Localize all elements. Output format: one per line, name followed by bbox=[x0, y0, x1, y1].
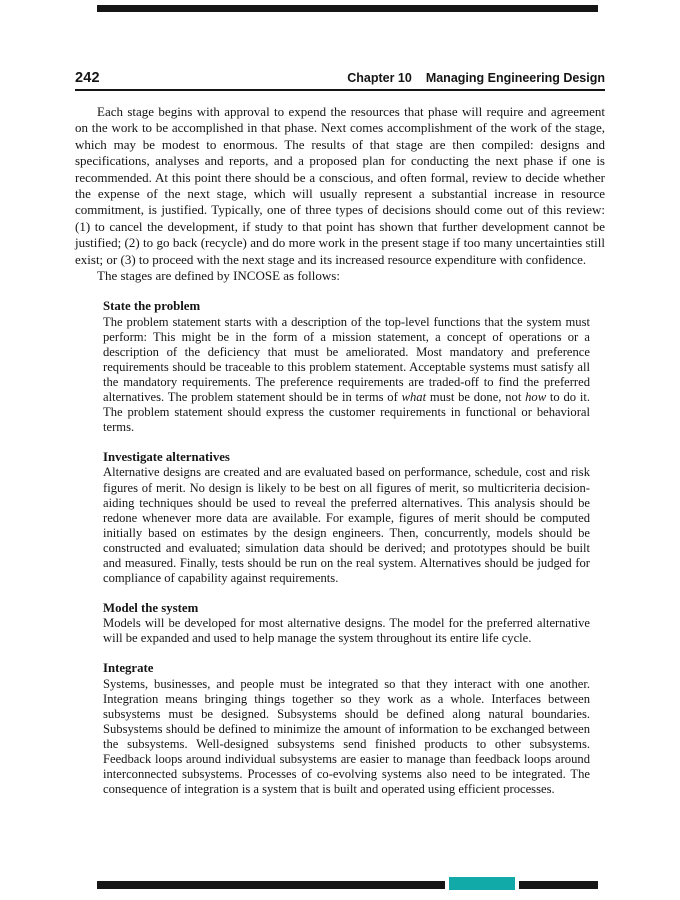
scan-artifact-bottom-bar bbox=[97, 881, 445, 889]
paragraph-stage-approval: Each stage begins with approval to expend the resources that phase will require and agreement on the work to be accomplished in that phase. Next comes accomplishment of the work of the stage, which may be modest to enormous. The results of that stage are then compiled: designs and specifications, analyses and reports, and a proposed plan for conducting the next phase if one is recommended. At this point there should be a conscious, and often formal, review to decide whether the expense of the next stage, which will usually represent a substantial increase in resource commitment, is justified. Typically, one of three types of decisions should come out of this review: (1) to cancel the development, if study to that point has shown that further development cannot be justified; (2) to go back (recycle) and do more work in the present stage if too many uncertainties still exist; or (3) to proceed with the next stage and its increased resource expenditure with confidence. bbox=[75, 104, 605, 267]
section-heading: Integrate bbox=[103, 661, 154, 676]
page-number: 242 bbox=[75, 70, 100, 86]
chapter-title: Managing Engineering Design bbox=[425, 71, 605, 85]
section-integrate bbox=[103, 661, 590, 797]
section-investigate-alternatives bbox=[103, 450, 590, 586]
paragraph-incose-intro: The stages are defined by INCOSE as follows: bbox=[97, 268, 340, 284]
body-text bbox=[75, 104, 605, 797]
section-body: Alternative designs are created and are evaluated based on performance, schedule, cost and risk figures of merit. No design is likely to be best on all figures of merit, so multicriteria decision-aiding techniques should be used to reveal the preferred alternatives. This analysis should be redone whenever more data are available. For example, figures of merit should be computed initially based on estimates by the design engineers. Then, concurrently, models should be constructed and evaluated; simulation data should be derived; and prototypes should be built and measured. Finally, tests should be run on the real system. Alternatives should be judged for compliance of capability against requirements. bbox=[103, 465, 590, 586]
section-body: Models will be developed for most alternative designs. The model for the preferred alternative will be expanded and used to help manage the system throughout its entire life cycle. bbox=[103, 616, 590, 646]
chapter-label: Chapter 10 bbox=[347, 71, 412, 85]
section-state-the-problem bbox=[103, 299, 590, 435]
section-heading: Model the system bbox=[103, 601, 199, 616]
header-rule bbox=[75, 89, 605, 91]
scan-artifact-teal-mark bbox=[449, 877, 515, 890]
section-model-the-system bbox=[103, 601, 590, 646]
scan-artifact-top-bar bbox=[97, 5, 598, 12]
page-content bbox=[75, 70, 605, 812]
incose-stages-excerpt bbox=[103, 299, 590, 797]
section-heading: State the problem bbox=[103, 299, 201, 314]
scan-artifact-bottom-bar-right bbox=[519, 881, 598, 889]
running-header bbox=[75, 70, 605, 86]
section-heading: Investigate alternatives bbox=[103, 450, 230, 465]
section-body: The problem statement starts with a description of the top-level functions that the system must perform: This might be in the form of a mission statement, a concept of operations or a description of the deficiency that must be ameliorated. Most mandatory and preference requirements should be traceable to this problem statement. Acceptable systems must satisfy all the mandatory requirements. The preference requirements are traded-off to find the preferred alternatives. The problem statement should be in terms of what must be done, not how to do it. The problem statement should express the customer requirements in functional or behavioral terms. bbox=[103, 314, 590, 435]
running-title bbox=[347, 71, 605, 85]
section-body: Systems, businesses, and people must be integrated so that they interact with one another. Integration means bringing things together so they work as a whole. Interfaces between subsystems must be designed. Subsystems should be defined along natural boundaries. Subsystems should be defined to minimize the amount of information to be exchanged between the subsystems. Well-designed subsystems send finished products to other subsystems. Feedback loops around individual subsystems are easier to manage than feedback loops around interconnected subsystems. Processes of co-evolving systems also need to be integrated. The consequence of integration is a system that is built and operated using efficient processes. bbox=[103, 676, 590, 797]
